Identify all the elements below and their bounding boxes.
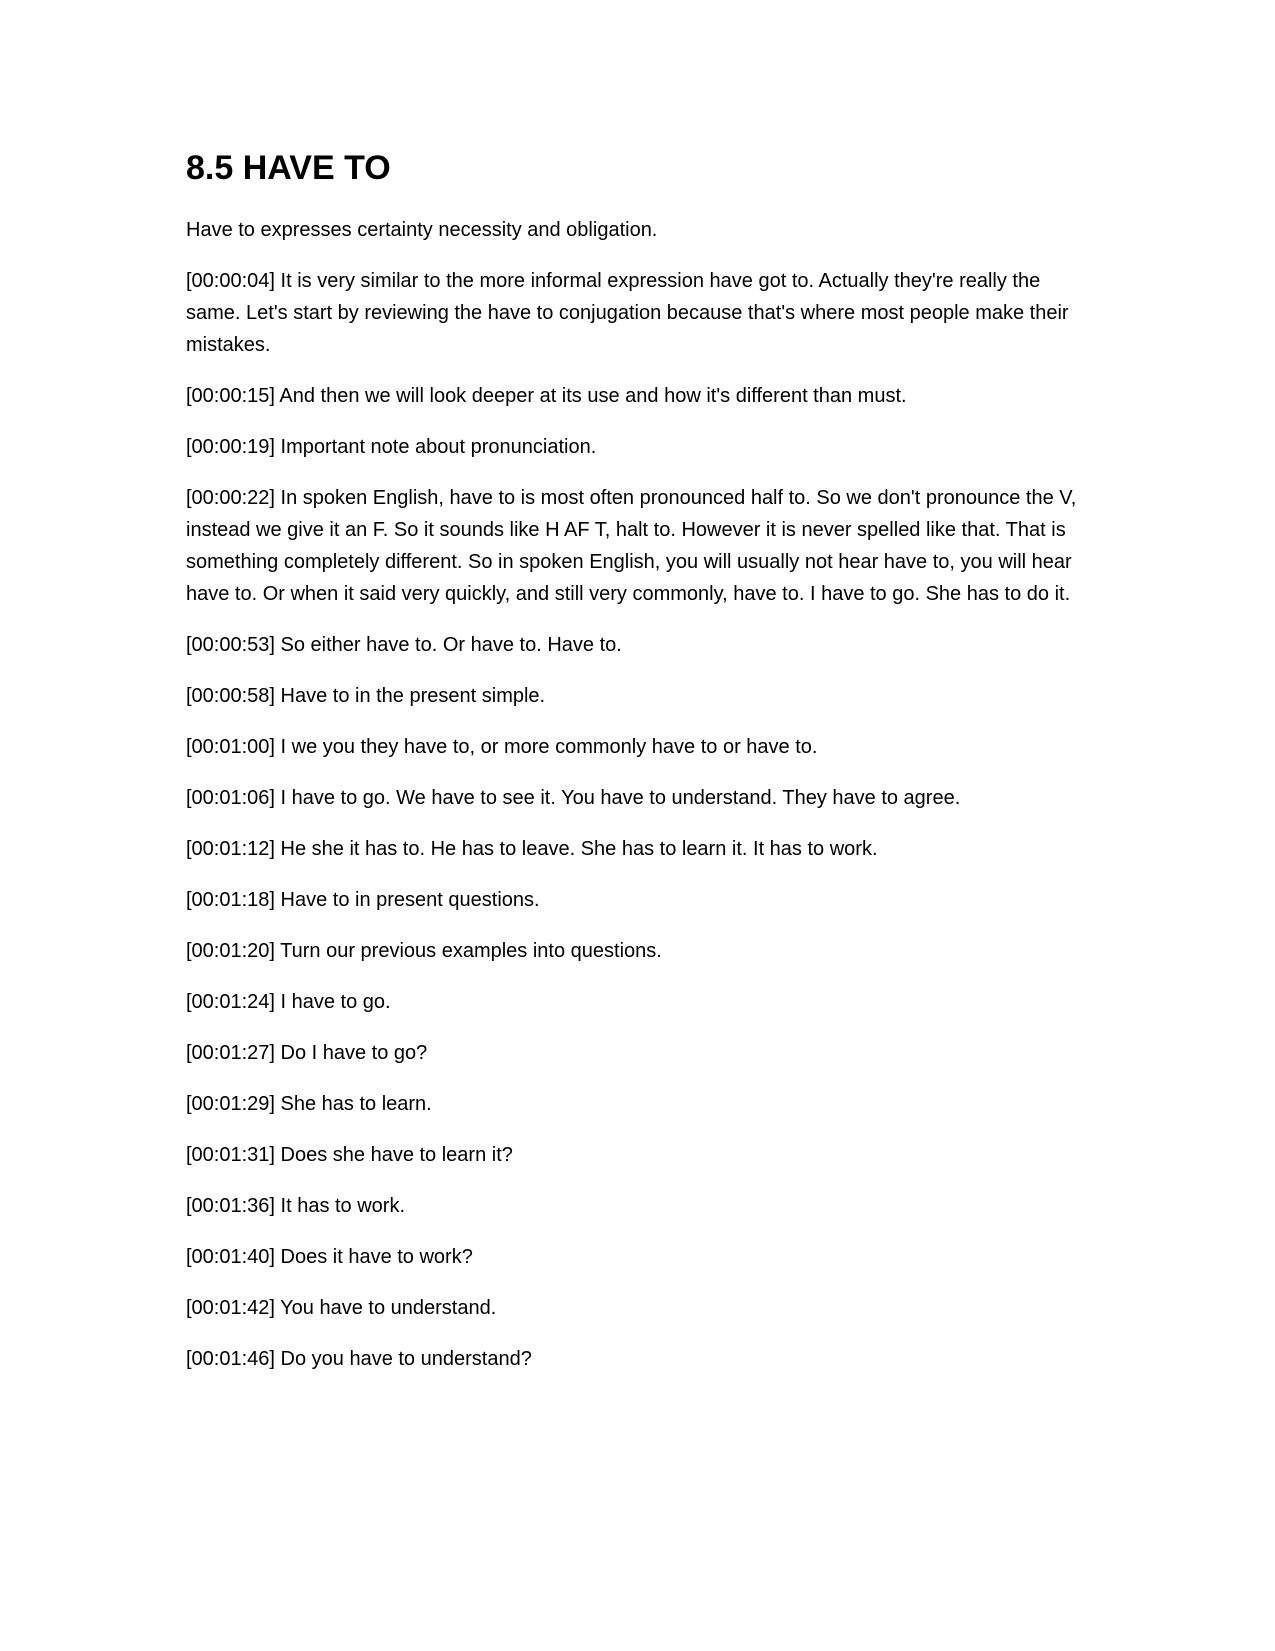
transcript-paragraph: [00:00:19] Important note about pronunciation.	[186, 436, 597, 458]
transcript-paragraph: [00:00:58] Have to in the present simple.	[186, 685, 546, 707]
transcript-paragraph: [00:01:24] I have to go.	[186, 991, 391, 1013]
transcript-paragraph: [00:00:04] It is very similar to the more informal expression have got to. Actually they're really the same. Let's start by reviewing the have to conjugation because that's where most people make their mistakes.	[186, 270, 1069, 356]
transcript-paragraph: [00:01:20] Turn our previous examples into questions.	[186, 940, 662, 962]
intro-paragraph: Have to expresses certainty necessity and obligation.	[186, 219, 658, 241]
transcript-paragraph: [00:01:31] Does she have to learn it?	[186, 1144, 513, 1166]
transcript-paragraph: [00:01:00] I we you they have to, or more commonly have to or have to.	[186, 736, 818, 758]
transcript-paragraph: [00:01:42] You have to understand.	[186, 1297, 497, 1319]
transcript-paragraph: [00:01:46] Do you have to understand?	[186, 1348, 532, 1370]
document-content	[186, 148, 1086, 1394]
transcript-paragraph: [00:00:53] So either have to. Or have to. Have to.	[186, 634, 622, 656]
page-title: 8.5 HAVE TO	[186, 149, 391, 187]
transcript-paragraph: [00:01:29] She has to learn.	[186, 1093, 432, 1115]
transcript-paragraph: [00:01:18] Have to in present questions.	[186, 889, 540, 911]
transcript-paragraph: [00:01:27] Do I have to go?	[186, 1042, 428, 1064]
transcript-paragraph: [00:01:40] Does it have to work?	[186, 1246, 473, 1268]
transcript-paragraph: [00:00:15] And then we will look deeper at its use and how it's different than must.	[186, 385, 907, 407]
transcript-paragraph: [00:01:06] I have to go. We have to see it. You have to understand. They have to agree.	[186, 787, 961, 809]
transcript-paragraph: [00:01:36] It has to work.	[186, 1195, 406, 1217]
transcript-paragraph: [00:00:22] In spoken English, have to is most often pronounced half to. So we don't pronounce the V, instead we give it an F. So it sounds like H AF T, halt to. However it is never spelled like that. That is something completely different. So in spoken English, you will usually not hear have to, you will hear have to. Or when it said very quickly, and still very commonly, have to. I have to go. She has to do it.	[186, 487, 1077, 605]
transcript-paragraph: [00:01:12] He she it has to. He has to leave. She has to learn it. It has to work.	[186, 838, 878, 860]
